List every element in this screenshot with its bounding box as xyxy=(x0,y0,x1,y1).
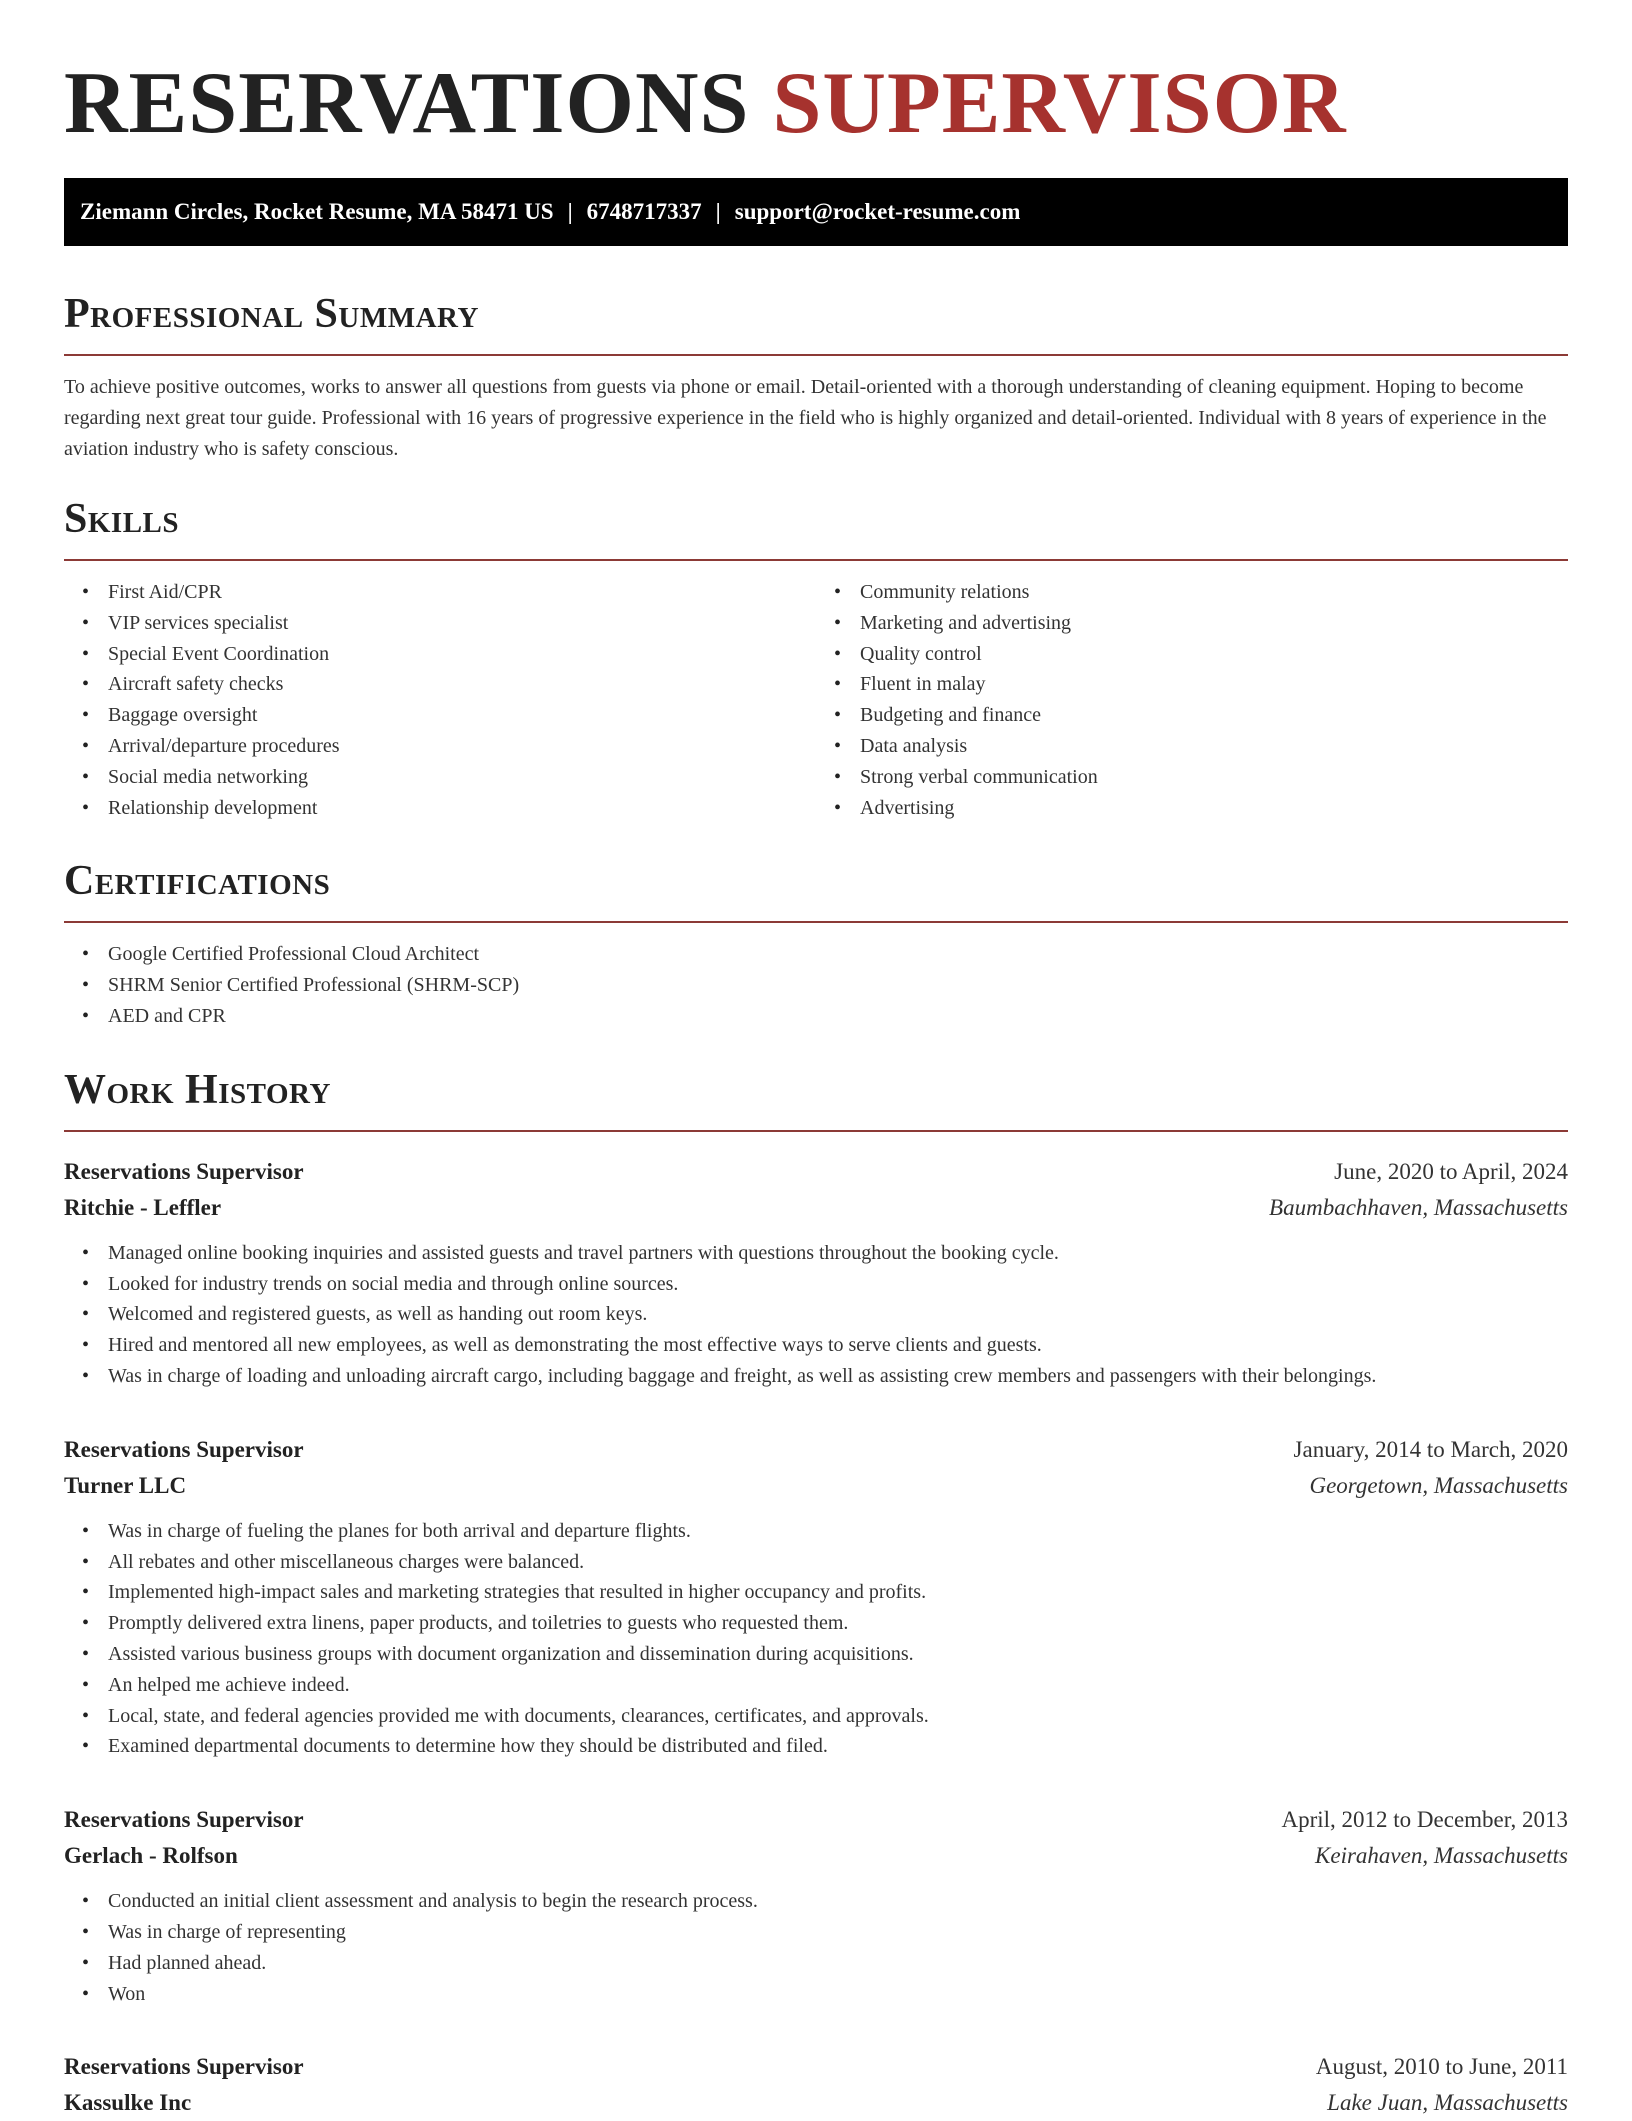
job-duty-item: • All rebates and other miscellaneous charges were balanced. xyxy=(64,1547,1568,1578)
skills-heading: Skills xyxy=(64,496,180,542)
job-company: Kassulke Inc xyxy=(64,2090,192,2116)
job-dates: April, 2012 to December, 2013 xyxy=(1281,1807,1568,1833)
job-entry xyxy=(64,1154,1568,1392)
job-location: Baumbachhaven, Massachusetts xyxy=(1269,1194,1568,1220)
section-divider xyxy=(64,354,1568,356)
job-company: Gerlach - Rolfson xyxy=(64,1843,238,1869)
job-entry xyxy=(64,1802,1568,2009)
job-location: Keirahaven, Massachusetts xyxy=(1315,1843,1568,1869)
skill-item: • Baggage oversight xyxy=(64,700,816,731)
job-duty-item: • Hired and mentored all new employees, as well as demonstrating the most effective ways to serve clients and guests. xyxy=(64,1330,1568,1361)
skills-list-right xyxy=(816,577,1568,823)
job-location: Lake Juan, Massachusetts xyxy=(1327,2090,1568,2116)
job-company-row xyxy=(64,1468,1568,1504)
job-header-row xyxy=(64,2049,1568,2085)
job-duty-item: • Welcomed and registered guests, as well as handing out room keys. xyxy=(64,1299,1568,1330)
job-company: Turner LLC xyxy=(64,1472,187,1498)
contact-separator: | xyxy=(567,199,573,224)
summary-text: To achieve positive outcomes, works to answer all questions from guests via phone or email. Detail-oriented with a thorough understanding of cleaning equipment. Hoping to become regarding next great tour guide. Professional with 16 years of progressive experience in the field who is highly organized and detail-oriented. Individual with 8 years of experience in the aviation industry who is safety conscious. xyxy=(64,376,1547,460)
job-duty-item: • An helped me achieve indeed. xyxy=(64,1670,1568,1701)
job-title: Reservations Supervisor xyxy=(64,1158,304,1184)
job-duty-item: • Won xyxy=(64,1979,1568,2010)
job-header-row xyxy=(64,1802,1568,1838)
job-duty-item: • Assisted various business groups with document organization and dissemination during acquisitions. xyxy=(64,1639,1568,1670)
job-duty-item: • Conducted an initial client assessment and analysis to begin the research process. xyxy=(64,1886,1568,1917)
job-entry xyxy=(64,1432,1568,1762)
contact-separator: | xyxy=(715,199,721,224)
job-duty-item: • Managed online booking inquiries and assisted guests and travel partners with questions throughout the booking cycle. xyxy=(64,1238,1568,1269)
skill-item: • Strong verbal communication xyxy=(816,762,1568,793)
contact-phone: 6748717337 xyxy=(586,199,702,224)
job-header-row xyxy=(64,1154,1568,1190)
job-dates: August, 2010 to June, 2011 xyxy=(1315,2054,1568,2080)
contact-address: Ziemann Circles, Rocket Resume, MA 58471 US xyxy=(80,199,554,224)
skill-item: • Aircraft safety checks xyxy=(64,669,816,700)
skill-item: • Relationship development xyxy=(64,793,816,824)
certification-item: • AED and CPR xyxy=(64,1001,1568,1032)
skill-item: • Fluent in malay xyxy=(816,669,1568,700)
job-header-row xyxy=(64,1432,1568,1468)
job-duty-item: • Was in charge of representing xyxy=(64,1917,1568,1948)
job-dates: June, 2020 to April, 2024 xyxy=(1334,1158,1568,1184)
skill-item: • Social media networking xyxy=(64,762,816,793)
skills-section xyxy=(64,495,1568,823)
skill-item: • Advertising xyxy=(816,793,1568,824)
work-history-section xyxy=(64,1066,1568,2121)
skill-item: • Special Event Coordination xyxy=(64,639,816,670)
job-duty-item: • Was in charge of fueling the planes for both arrival and departure flights. xyxy=(64,1516,1568,1547)
skills-list-left xyxy=(64,577,816,823)
job-duty-item: • Implemented high-impact sales and marketing strategies that resulted in higher occupancy and profits. xyxy=(64,1577,1568,1608)
job-title: Reservations Supervisor xyxy=(64,1807,304,1833)
job-duty-item: • Was in charge of loading and unloading aircraft cargo, including baggage and freight, as well as assisting crew members and passengers with their belongings. xyxy=(64,1361,1568,1392)
job-duties-list xyxy=(64,1886,1568,2009)
title-primary: RESERVATIONS xyxy=(64,55,750,152)
section-divider xyxy=(64,1130,1568,1132)
skill-item: • VIP services specialist xyxy=(64,608,816,639)
contact-email: support@rocket-resume.com xyxy=(734,199,1021,224)
certifications-section xyxy=(64,857,1568,1031)
job-duties-list xyxy=(64,1516,1568,1762)
contact-bar xyxy=(64,178,1568,246)
work-history-heading: Work History xyxy=(64,1066,331,1113)
job-company: Ritchie - Leffler xyxy=(64,1194,222,1220)
section-divider xyxy=(64,921,1568,923)
job-duties-list xyxy=(64,1238,1568,1392)
job-duty-item: • Had planned ahead. xyxy=(64,1948,1568,1979)
summary-heading: Professional Summary xyxy=(64,291,479,337)
job-title: Reservations Supervisor xyxy=(64,1436,304,1462)
job-location: Georgetown, Massachusetts xyxy=(1309,1472,1568,1498)
job-duty-item: • Local, state, and federal agencies provided me with documents, clearances, certificates, and approvals. xyxy=(64,1701,1568,1732)
skill-item: • Data analysis xyxy=(816,731,1568,762)
title-accent: SUPERVISOR xyxy=(772,55,1347,152)
job-duty-item: • Promptly delivered extra linens, paper products, and toiletries to guests who requested them. xyxy=(64,1608,1568,1639)
job-duty-item: • Examined departmental documents to determine how they should be distributed and filed. xyxy=(64,1731,1568,1762)
job-company-row xyxy=(64,1838,1568,1874)
job-entry xyxy=(64,2049,1568,2121)
job-dates: January, 2014 to March, 2020 xyxy=(1293,1436,1568,1462)
skill-item: • Budgeting and finance xyxy=(816,700,1568,731)
skill-item: • First Aid/CPR xyxy=(64,577,816,608)
certification-item: • SHRM Senior Certified Professional (SHRM-SCP) xyxy=(64,970,1568,1001)
resume-title xyxy=(64,48,1568,160)
skill-item: • Marketing and advertising xyxy=(816,608,1568,639)
job-company-row xyxy=(64,1190,1568,1226)
job-duty-item: • Looked for industry trends on social media and through online sources. xyxy=(64,1269,1568,1300)
job-title: Reservations Supervisor xyxy=(64,2054,304,2080)
skills-columns xyxy=(64,561,1568,823)
skill-item: • Quality control xyxy=(816,639,1568,670)
certification-item: • Google Certified Professional Cloud Architect xyxy=(64,939,1568,970)
job-company-row xyxy=(64,2085,1568,2121)
certifications-list xyxy=(64,939,1568,1031)
summary-section xyxy=(64,290,1568,465)
skill-item: • Community relations xyxy=(816,577,1568,608)
certifications-heading: Certifications xyxy=(64,858,331,905)
skill-item: • Arrival/departure procedures xyxy=(64,731,816,762)
